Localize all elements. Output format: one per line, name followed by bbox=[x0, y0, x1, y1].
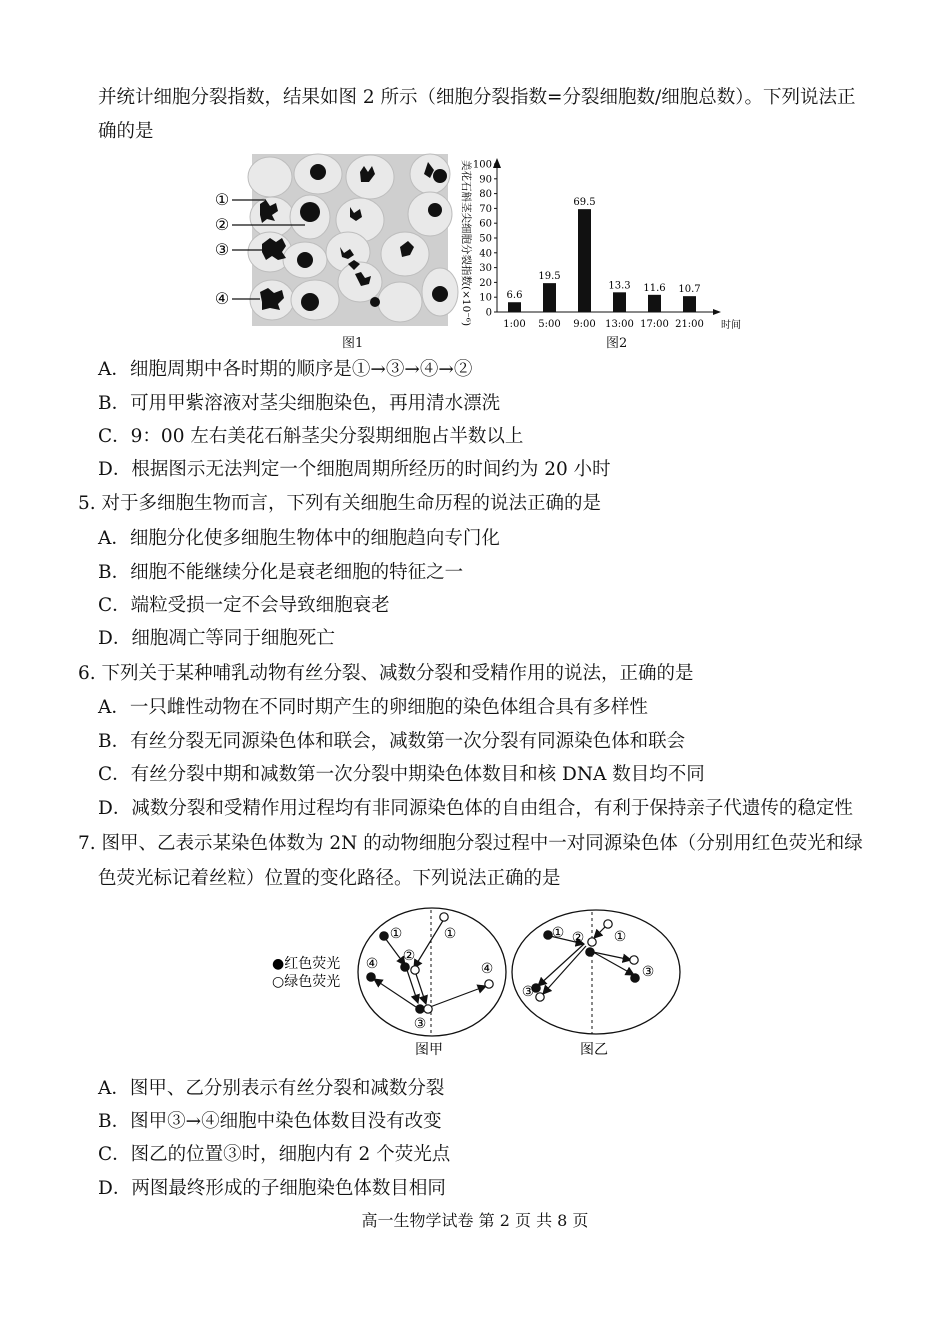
legend-red: ●红色荧光 bbox=[272, 956, 341, 972]
fig3b-label-3-green: ③ bbox=[641, 964, 655, 980]
fig1-caption: 图1 bbox=[342, 336, 364, 351]
q6-option-d: D．减数分裂和受精作用过程均有非同源染色体的自由组合，有利于保持亲子代遗传的稳定性 bbox=[98, 798, 853, 819]
chart-data-label: 13.3 bbox=[608, 280, 631, 292]
q7-option-b: B．图甲③→④细胞中染色体数目没有改变 bbox=[98, 1111, 442, 1132]
chart-y-tick-label: 80 bbox=[479, 189, 492, 201]
q7-option-d: D．两图最终形成的子细胞染色体数目相同 bbox=[98, 1178, 446, 1199]
intro-line-2: 确的是 bbox=[98, 121, 154, 142]
chart-y-tick-label: 20 bbox=[479, 277, 492, 289]
q5-option-b: B．细胞不能继续分化是衰老细胞的特征之一 bbox=[98, 562, 464, 583]
figure-2-bar-chart bbox=[455, 152, 745, 337]
fig3b-label-1-green: ① bbox=[613, 929, 627, 945]
chart-x-tick-label: 9:00 bbox=[573, 319, 596, 330]
fig2-caption: 图2 bbox=[606, 336, 628, 351]
fig3a-label-1-green: ① bbox=[443, 926, 457, 942]
q4-option-a: A．细胞周期中各时期的顺序是①→③→④→② bbox=[98, 359, 473, 380]
fig3a-label-2: ② bbox=[402, 948, 416, 964]
fig3a-label-3: ③ bbox=[413, 1016, 427, 1032]
chart-y-tick-label: 50 bbox=[479, 233, 492, 245]
q4-option-d: D．根据图示无法判定一个细胞周期所经历的时间约为 20 小时 bbox=[98, 459, 611, 480]
fig3b-label-2: ② bbox=[571, 930, 585, 946]
q5-stem: 5. 对于多细胞生物而言，下列有关细胞生命历程的说法正确的是 bbox=[78, 493, 602, 514]
page-footer: 高一生物学试卷 第 2 页 共 8 页 bbox=[361, 1211, 589, 1230]
chart-data-label: 11.6 bbox=[643, 282, 666, 294]
q7-option-a: A．图甲、乙分别表示有丝分裂和减数分裂 bbox=[98, 1078, 445, 1099]
chart-data-label: 19.5 bbox=[538, 271, 561, 283]
chart-y-axis-label: 美花石斛茎尖细胞分裂指数(×10⁻⁶) bbox=[460, 160, 472, 327]
chart-x-tick-label: 5:00 bbox=[538, 319, 561, 330]
chart-x-tick-label: 13:00 bbox=[605, 319, 634, 330]
fig1-marker-1: ① bbox=[214, 190, 230, 209]
chart-y-tick-label: 70 bbox=[479, 203, 492, 215]
chart-x-axis-label: 时间 bbox=[721, 320, 741, 331]
chart-y-tick-label: 0 bbox=[485, 307, 492, 319]
q7-stem-line-2: 色荧光标记着丝粒）位置的变化路径。下列说法正确的是 bbox=[98, 868, 561, 889]
chart-x-tick-label: 21:00 bbox=[675, 319, 704, 330]
chart-y-tick-label: 90 bbox=[479, 174, 492, 186]
cell-b-outline bbox=[512, 910, 680, 1034]
chart-y-tick-label: 100 bbox=[472, 159, 492, 171]
q5-option-a: A．细胞分化使多细胞生物体中的细胞趋向专门化 bbox=[98, 528, 500, 549]
chart-bar bbox=[613, 292, 626, 312]
chart-bar bbox=[648, 295, 661, 312]
fig1-marker-4: ④ bbox=[214, 289, 230, 308]
chart-y-tick-label: 30 bbox=[479, 263, 492, 275]
fig1-marker-2: ② bbox=[214, 215, 230, 234]
figure-3-chromosome-paths bbox=[268, 900, 688, 1065]
q5-option-d: D．细胞凋亡等同于细胞死亡 bbox=[98, 628, 335, 649]
q4-option-b: B．可用甲紫溶液对茎尖细胞染色，再用清水漂洗 bbox=[98, 393, 501, 414]
q4-option-c: C．9：00 左右美花石斛茎尖分裂期细胞占半数以上 bbox=[98, 426, 524, 447]
intro-line-1: 并统计细胞分裂指数，结果如图 2 所示（细胞分裂指数=分裂细胞数/细胞总数）。下列说法正 bbox=[98, 87, 856, 108]
chart-y-tick-label: 40 bbox=[479, 248, 492, 260]
q5-option-c: C．端粒受损一定不会导致细胞衰老 bbox=[98, 595, 390, 616]
chart-y-tick-label: 10 bbox=[479, 292, 492, 304]
chart-y-tick-label: 60 bbox=[479, 218, 492, 230]
chart-data-label: 6.6 bbox=[506, 290, 523, 302]
fig3a-label-1-red: ① bbox=[389, 926, 403, 942]
legend-green: ○绿色荧光 bbox=[272, 974, 341, 990]
q7-stem-line-1: 7. 图甲、乙表示某染色体数为 2N 的动物细胞分裂过程中一对同源染色体（分别用红色荧光和绿 bbox=[78, 833, 863, 854]
figure-1-micrograph bbox=[200, 152, 460, 332]
fig3-caption-b: 图乙 bbox=[580, 1042, 608, 1058]
chart-bar bbox=[543, 283, 556, 312]
fig3b-label-1-red: ① bbox=[551, 925, 565, 941]
q6-option-c: C．有丝分裂中期和减数第一次分裂中期染色体数目和核 DNA 数目均不同 bbox=[98, 764, 705, 785]
fig1-marker-3: ③ bbox=[214, 240, 230, 259]
fig3-caption-a: 图甲 bbox=[415, 1042, 443, 1058]
q7-option-c: C．图乙的位置③时，细胞内有 2 个荧光点 bbox=[98, 1144, 451, 1165]
fig3b-label-3-red: ③ bbox=[521, 984, 535, 1000]
chart-data-label: 10.7 bbox=[678, 284, 701, 296]
chart-x-tick-label: 1:00 bbox=[503, 319, 526, 330]
q6-option-b: B．有丝分裂无同源染色体和联会，减数第一次分裂有同源染色体和联会 bbox=[98, 731, 686, 752]
chart-x-tick-label: 17:00 bbox=[640, 319, 669, 330]
chart-bar bbox=[683, 296, 696, 312]
fig3a-label-4-green: ④ bbox=[480, 961, 494, 977]
chart-bar bbox=[578, 209, 591, 312]
q6-option-a: A．一只雌性动物在不同时期产生的卵细胞的染色体组合具有多样性 bbox=[98, 697, 648, 718]
chart-bar bbox=[508, 302, 521, 312]
chart-data-label: 69.5 bbox=[573, 197, 596, 209]
fig3a-label-4-red: ④ bbox=[365, 956, 379, 972]
q6-stem: 6. 下列关于某种哺乳动物有丝分裂、减数分裂和受精作用的说法，正确的是 bbox=[78, 663, 694, 684]
